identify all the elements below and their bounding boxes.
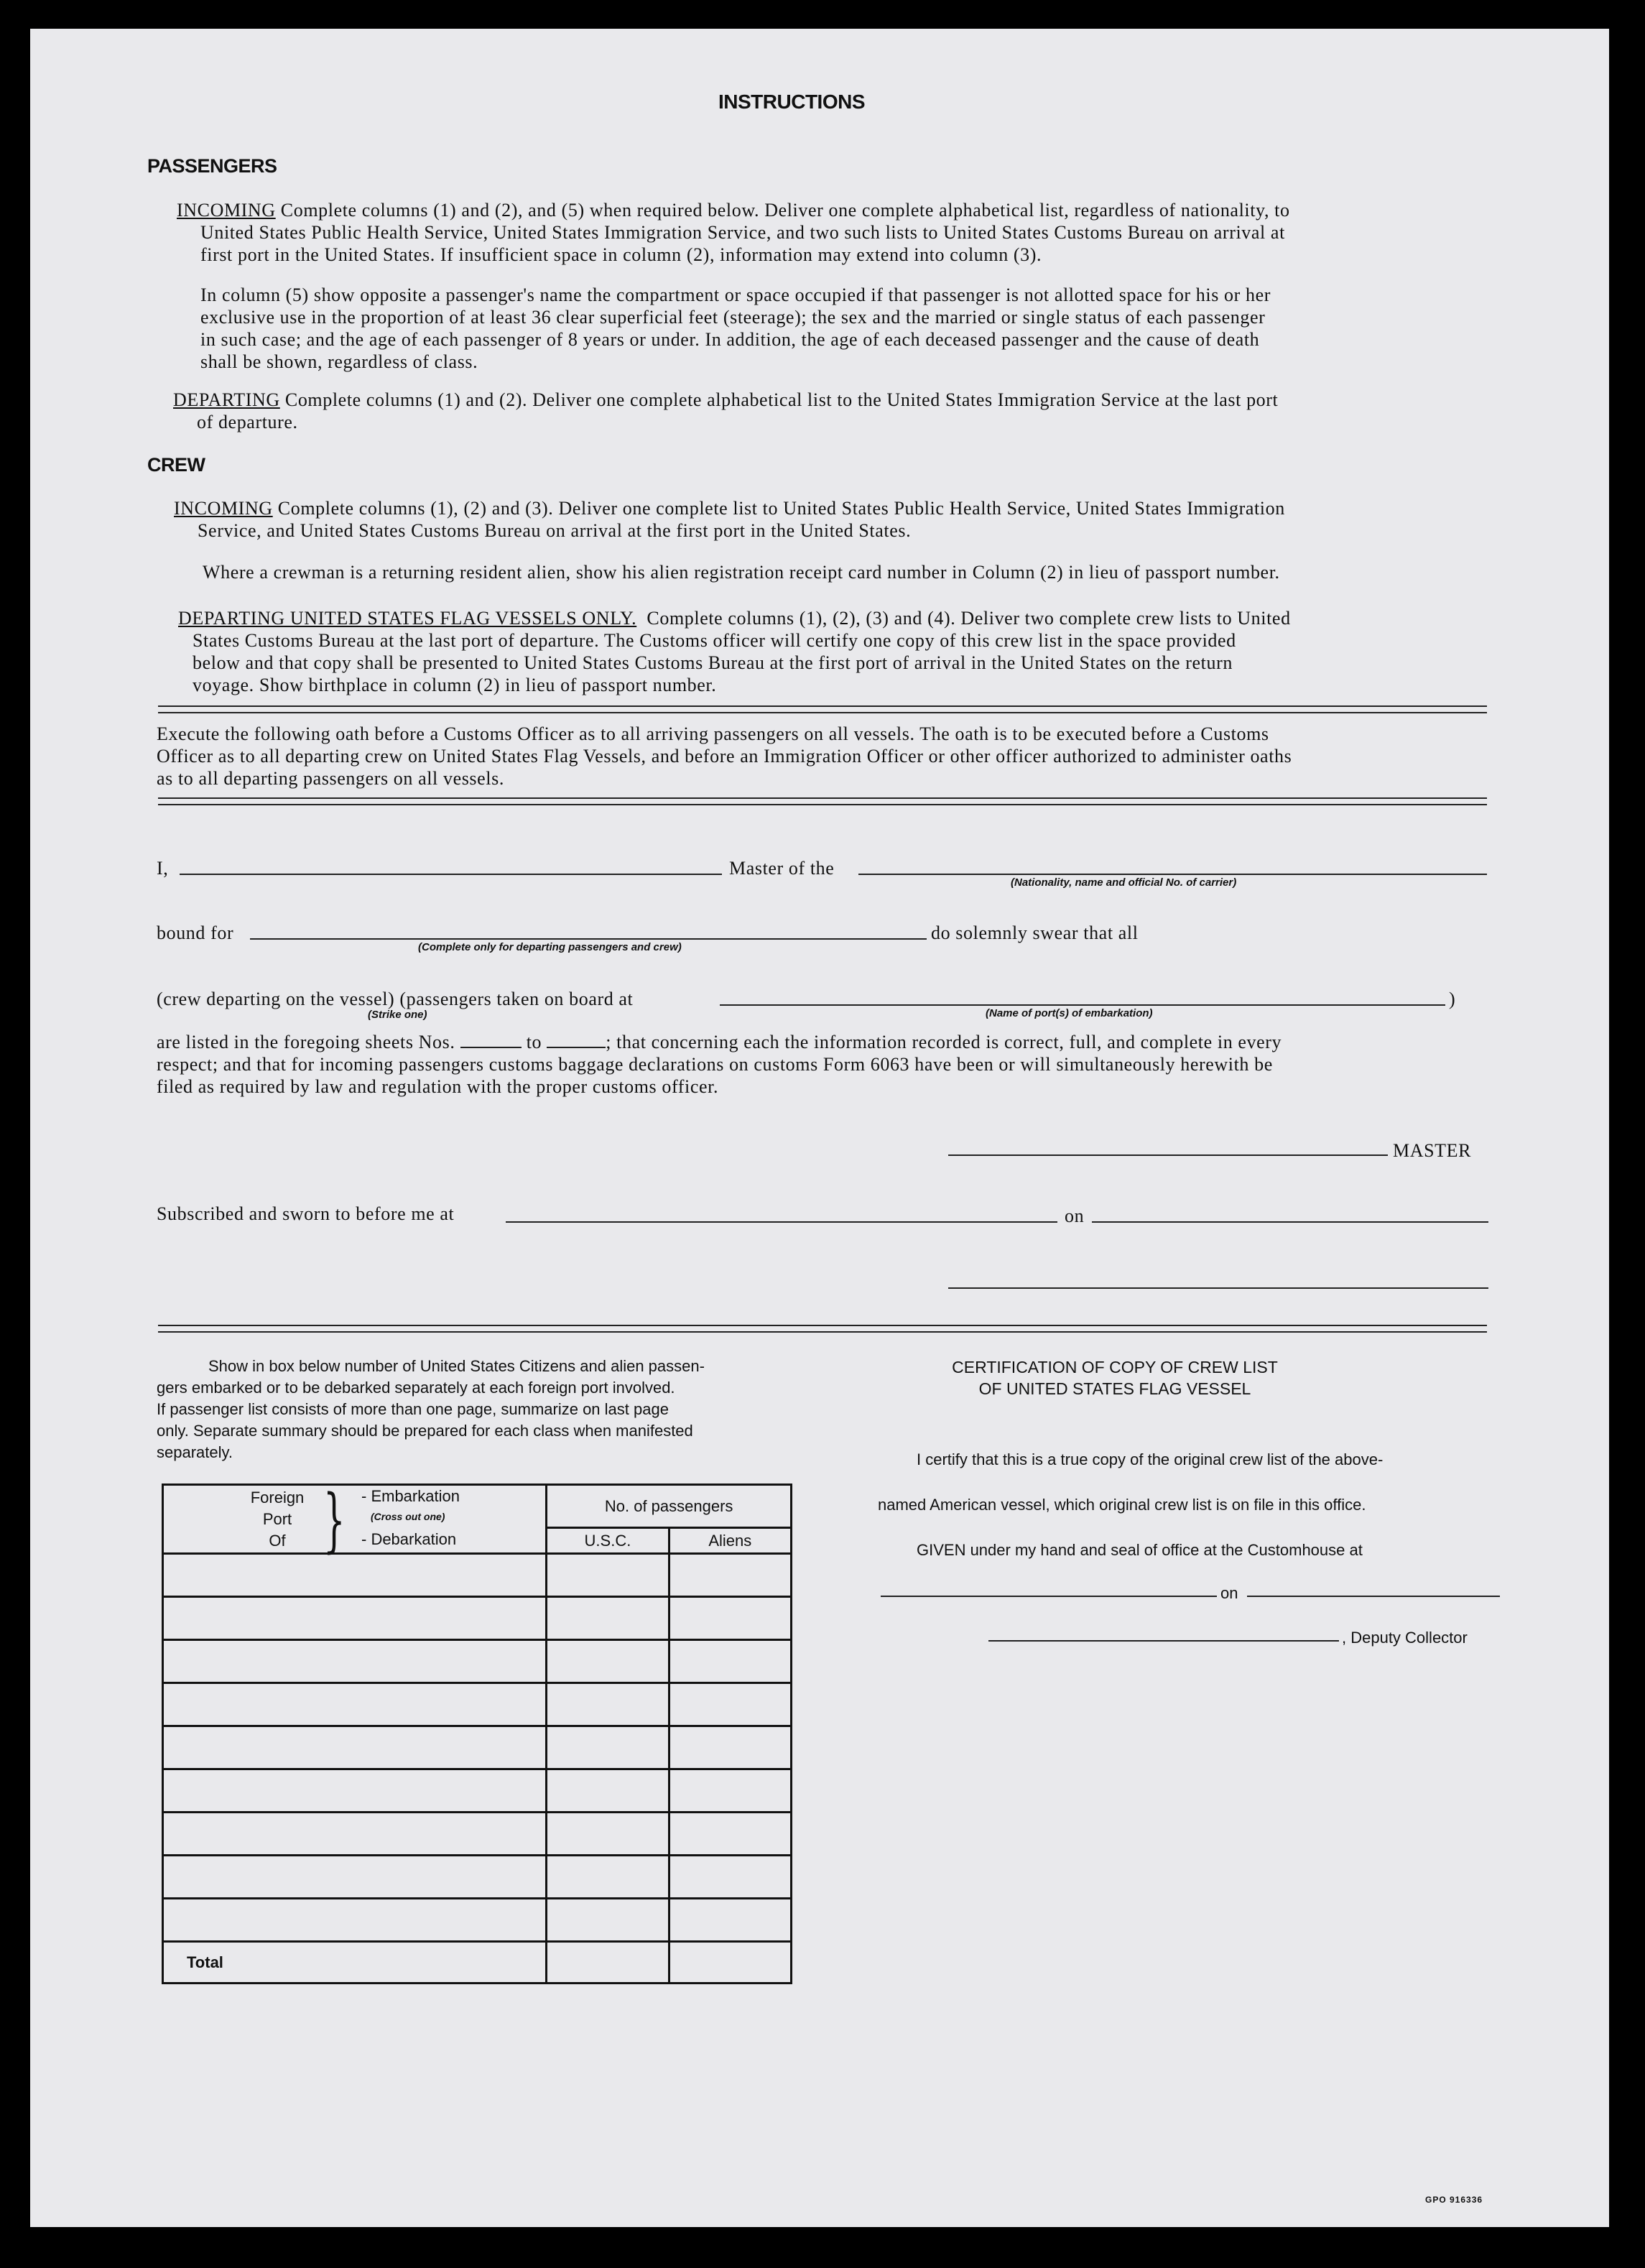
crew-departing-line-1: Complete columns (1), (2), (3) and (4). Deliver two complete crew lists to United xyxy=(647,608,1291,629)
carrier-field[interactable] xyxy=(858,874,1487,875)
sheet-from-field[interactable] xyxy=(460,1032,522,1048)
certification-title xyxy=(878,1356,1352,1399)
passengers-heading: PASSENGERS xyxy=(147,155,277,177)
table-row xyxy=(163,1899,792,1942)
passengers-incoming-block xyxy=(177,199,1290,266)
oath-intro-line-2: Officer as to all departing crew on United States Flag Vessels, and before an Immigration Officer or other officer authorized to administer oaths xyxy=(157,746,1292,767)
port-hint: (Name of port(s) of embarkation) xyxy=(986,1007,1153,1019)
deputy-collector-label: , Deputy Collector xyxy=(1342,1629,1468,1647)
crew-departing-line-2: States Customs Bureau at the last port of departure. The Customs officer will certify one copy of this crew list in the space provided xyxy=(193,630,1236,651)
aliens-cell[interactable] xyxy=(669,1726,791,1769)
crew-incoming-block xyxy=(174,497,1285,542)
listed-a: are listed in the foregoing sheets Nos. xyxy=(157,1032,455,1052)
port-cell[interactable] xyxy=(163,1683,547,1726)
sworn-date-field[interactable] xyxy=(1092,1221,1488,1223)
swear-label: do solemnly swear that all xyxy=(931,922,1139,943)
officer-signature-field[interactable] xyxy=(948,1287,1488,1289)
usc-cell[interactable] xyxy=(547,1899,669,1942)
passengers-departing-label: DEPARTING xyxy=(173,389,280,410)
nationality-hint: (Nationality, name and official No. of carrier) xyxy=(1011,876,1237,889)
column5-block xyxy=(200,284,1271,373)
table-row xyxy=(163,1769,792,1813)
passengers-incoming-line-3: first port in the United States. If insufficient space in column (2), information may extend into column (3). xyxy=(200,244,1042,265)
aliens-cell[interactable] xyxy=(669,1769,791,1813)
divider-2 xyxy=(158,797,1487,805)
summary-intro-line-5: separately. xyxy=(157,1443,233,1461)
table-row xyxy=(163,1554,792,1597)
table-row xyxy=(163,1640,792,1683)
listed-b: ; that concerning each the information recorded is correct, full, and complete in every xyxy=(606,1032,1282,1052)
aliens-cell[interactable] xyxy=(669,1683,791,1726)
usc-cell[interactable] xyxy=(547,1683,669,1726)
usc-cell[interactable] xyxy=(547,1813,669,1856)
summary-intro-line-3: If passenger list consists of more than one page, summarize on last page xyxy=(157,1400,669,1418)
passengers-departing-block xyxy=(173,389,1278,433)
port-label: Port xyxy=(262,1510,292,1528)
certify-on-label: on xyxy=(1220,1584,1238,1602)
port-header-cell xyxy=(163,1480,547,1560)
aliens-cell[interactable] xyxy=(669,1813,791,1856)
form-page xyxy=(30,29,1609,2227)
embarkation-port-field[interactable] xyxy=(720,1004,1445,1006)
port-cell[interactable] xyxy=(163,1597,547,1640)
bound-for-label: bound for xyxy=(157,922,234,943)
usc-cell[interactable] xyxy=(547,1597,669,1640)
oath-intro-block xyxy=(157,723,1292,790)
passengers-departing-line-2: of departure. xyxy=(197,412,298,432)
passengers-departing-line-1: Complete columns (1) and (2). Deliver one complete alphabetical list to the United States Immigration Service at the last port xyxy=(284,389,1279,410)
certify-date-field[interactable] xyxy=(1247,1596,1500,1597)
master-label: MASTER xyxy=(1393,1140,1472,1161)
cross-out-hint: (Cross out one) xyxy=(371,1511,445,1522)
divider-3 xyxy=(158,1325,1487,1333)
passenger-summary-table xyxy=(162,1480,792,1984)
filed-line: filed as required by law and regulation with the proper customs officer. xyxy=(157,1076,719,1097)
page-title: INSTRUCTIONS xyxy=(718,91,865,113)
aliens-cell[interactable] xyxy=(669,1856,791,1899)
table-row xyxy=(163,1856,792,1899)
passengers-incoming-label: INCOMING xyxy=(177,200,276,221)
crew-incoming-label: INCOMING xyxy=(174,498,273,519)
sheet-to-field[interactable] xyxy=(547,1032,606,1048)
summary-intro-line-4: only. Separate summary should be prepared for each class when manifested xyxy=(157,1422,693,1440)
usc-cell[interactable] xyxy=(547,1726,669,1769)
crew-incoming-line-2: Service, and United States Customs Bureau on arrival at the first port in the United States. xyxy=(198,520,912,541)
column5-line-1: In column (5) show opposite a passenger's name the compartment or space occupied if that passenger is not allotted space for his or her xyxy=(200,284,1271,305)
crew-departing-label-oath: (crew departing on the vessel) (passengers taken on board at xyxy=(157,989,634,1009)
aliens-cell[interactable] xyxy=(669,1899,791,1942)
crew-departing-line-4: voyage. Show birthplace in column (2) in lieu of passport number. xyxy=(193,675,717,695)
gpo-code: GPO 916336 xyxy=(1425,2195,1483,2205)
certification-title-line-2: OF UNITED STATES FLAG VESSEL xyxy=(978,1379,1251,1398)
oath-intro-line-3: as to all departing passengers on all vessels. xyxy=(157,768,504,789)
foreign-label: Foreign xyxy=(250,1489,305,1506)
respect-line: respect; and that for incoming passengers customs baggage declarations on customs Form 6063 have been or will simultaneously herewith be xyxy=(157,1054,1273,1075)
summary-intro-line-1: Show in box below number of United States Citizens and alien passen- xyxy=(208,1357,705,1375)
summary-intro-block xyxy=(157,1356,705,1463)
usc-header: U.S.C. xyxy=(547,1528,669,1554)
total-row xyxy=(163,1942,792,1984)
crew-resident-line: Where a crewman is a returning resident alien, show his alien registration receipt card number in Column (2) in lieu of passport number. xyxy=(203,562,1280,583)
sworn-place-field[interactable] xyxy=(506,1221,1057,1223)
listed-to: to xyxy=(526,1032,542,1052)
total-label: Total xyxy=(163,1942,547,1984)
summary-intro-line-2: gers embarked or to be debarked separately at each foreign port involved. xyxy=(157,1379,675,1397)
column5-line-4: shall be shown, regardless of class. xyxy=(200,351,478,372)
customhouse-field[interactable] xyxy=(881,1596,1217,1597)
certify-line-1: I certify that this is a true copy of the original crew list of the above- xyxy=(917,1450,1384,1468)
port-cell[interactable] xyxy=(163,1554,547,1597)
complete-only-hint: (Complete only for departing passengers and crew) xyxy=(418,941,682,953)
aliens-header: Aliens xyxy=(669,1528,791,1554)
port-cell[interactable] xyxy=(163,1640,547,1683)
oath-i-label: I, xyxy=(157,858,169,879)
given-line: GIVEN under my hand and seal of office at the Customhouse at xyxy=(917,1541,1363,1559)
crew-incoming-line-1: Complete columns (1), (2) and (3). Deliver one complete list to United States Public Health Service, United States Immigration xyxy=(277,498,1285,519)
deputy-signature-field[interactable] xyxy=(988,1640,1339,1642)
crew-departing-line-3: below and that copy shall be presented to United States Customs Bureau at the first port of arrival in the United States on the return xyxy=(193,652,1233,673)
close-paren: ) xyxy=(1449,989,1456,1009)
port-cell[interactable] xyxy=(163,1726,547,1769)
oath-intro-line-1: Execute the following oath before a Customs Officer as to all arriving passengers on all vessels. The oath is to be executed before a Customs xyxy=(157,723,1269,744)
master-signature-field[interactable] xyxy=(948,1154,1388,1156)
usc-cell[interactable] xyxy=(547,1640,669,1683)
brace-icon: } xyxy=(323,1480,346,1560)
aliens-cell[interactable] xyxy=(669,1554,791,1597)
no-of-passengers-header: No. of passengers xyxy=(547,1485,792,1528)
crew-heading: CREW xyxy=(147,454,205,476)
passengers-incoming-line-2: United States Public Health Service, United States Immigration Service, and two such lists to United States Customs Bureau on arrival at xyxy=(200,222,1285,243)
divider-1 xyxy=(158,705,1487,713)
embarkation-label: - Embarkation xyxy=(361,1487,460,1505)
usc-cell[interactable] xyxy=(547,1856,669,1899)
aliens-cell[interactable] xyxy=(669,1597,791,1640)
crew-departing-block xyxy=(178,607,1291,696)
certify-line-2: named American vessel, which original crew list is on file in this office. xyxy=(878,1496,1366,1514)
table-row xyxy=(163,1597,792,1640)
column5-line-2: exclusive use in the proportion of at least 36 clear superficial feet (steerage); the sex and the married or single status of each passenger xyxy=(200,307,1266,328)
port-cell[interactable] xyxy=(163,1769,547,1813)
certification-title-line-1: CERTIFICATION OF COPY OF CREW LIST xyxy=(952,1358,1278,1376)
subscribed-label: Subscribed and sworn to before me at xyxy=(157,1203,455,1224)
port-cell[interactable] xyxy=(163,1899,547,1942)
passengers-incoming-line-1: Complete columns (1) and (2), and (5) when required below. Deliver one complete alphabetical list, regardless of nationality, to xyxy=(280,200,1290,221)
master-name-field[interactable] xyxy=(180,874,722,875)
of-label: Of xyxy=(269,1532,286,1550)
listed-line xyxy=(157,1031,1282,1053)
debarkation-label: - Debarkation xyxy=(361,1530,457,1548)
port-cell[interactable] xyxy=(163,1813,547,1856)
crew-departing-label: DEPARTING UNITED STATES FLAG VESSELS ONLY. xyxy=(178,608,637,629)
table-row xyxy=(163,1683,792,1726)
aliens-cell[interactable] xyxy=(669,1640,791,1683)
table-row xyxy=(163,1813,792,1856)
strike-one-hint: (Strike one) xyxy=(368,1009,427,1021)
port-cell[interactable] xyxy=(163,1856,547,1899)
usc-cell[interactable] xyxy=(547,1769,669,1813)
total-aliens-cell[interactable] xyxy=(669,1942,791,1984)
bound-for-field[interactable] xyxy=(250,938,927,940)
usc-cell[interactable] xyxy=(547,1554,669,1597)
column5-line-3: in such case; and the age of each passenger of 8 years or under. In addition, the age of each deceased passenger and the cause of death xyxy=(200,329,1260,350)
table-row xyxy=(163,1726,792,1769)
master-of-the-label: Master of the xyxy=(729,858,835,879)
total-usc-cell[interactable] xyxy=(547,1942,669,1984)
sworn-on-label: on xyxy=(1065,1205,1085,1226)
